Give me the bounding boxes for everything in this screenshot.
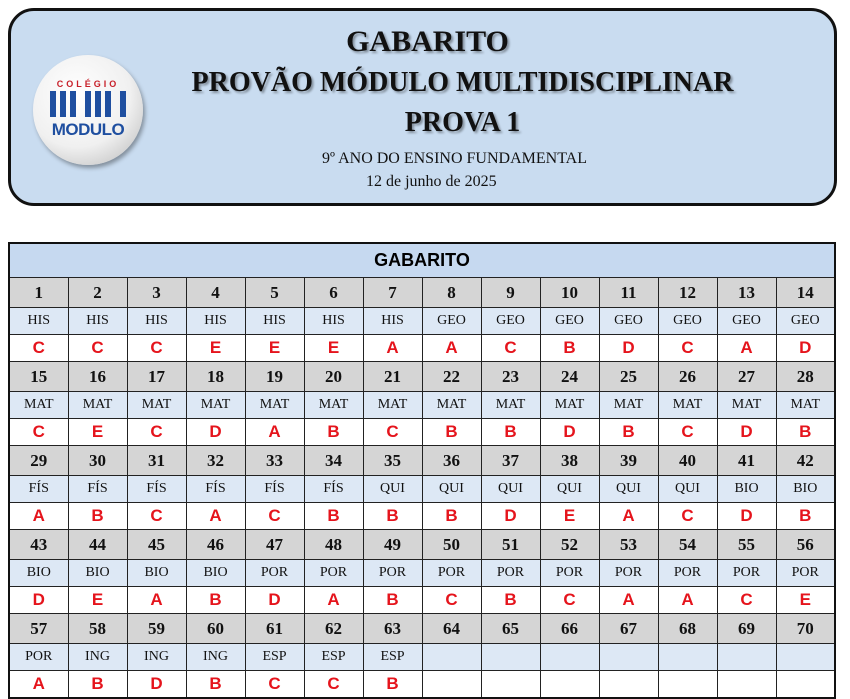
subject-cell: MAT (776, 392, 835, 419)
subject-cell: MAT (717, 392, 776, 419)
question-number-cell: 58 (68, 614, 127, 644)
answer-cell: E (245, 335, 304, 362)
question-number-cell: 31 (127, 446, 186, 476)
subject-cell: QUI (540, 476, 599, 503)
answer-cell: B (68, 503, 127, 530)
subject-cell: HIS (127, 308, 186, 335)
answer-cell: D (9, 587, 68, 614)
ans-row (9, 503, 835, 530)
answer-cell: A (363, 335, 422, 362)
question-number-cell: 16 (68, 362, 127, 392)
subject-cell (540, 644, 599, 671)
answer-cell: C (540, 587, 599, 614)
logo-bottom-text: MODULO (51, 120, 125, 139)
subject-cell: MAT (540, 392, 599, 419)
answer-cell: B (363, 671, 422, 699)
answer-cell: B (481, 419, 540, 446)
answer-cell: B (186, 587, 245, 614)
subject-cell: POR (245, 560, 304, 587)
question-number-cell: 15 (9, 362, 68, 392)
answer-cell: B (599, 419, 658, 446)
ans-row (9, 419, 835, 446)
answer-cell: A (717, 335, 776, 362)
answer-cell: E (540, 503, 599, 530)
question-number-cell: 38 (540, 446, 599, 476)
subject-cell: FÍS (245, 476, 304, 503)
answer-cell: A (245, 419, 304, 446)
answer-cell: C (422, 587, 481, 614)
answer-cell: C (127, 503, 186, 530)
subject-cell: BIO (776, 476, 835, 503)
answer-cell (776, 671, 835, 699)
question-number-cell: 8 (422, 278, 481, 308)
question-number-cell: 33 (245, 446, 304, 476)
answer-cell: D (481, 503, 540, 530)
answer-cell (540, 671, 599, 699)
subject-cell: MAT (186, 392, 245, 419)
question-number-cell: 45 (127, 530, 186, 560)
question-number-cell: 47 (245, 530, 304, 560)
answer-cell: C (658, 419, 717, 446)
subject-cell: GEO (540, 308, 599, 335)
question-number-cell: 25 (599, 362, 658, 392)
question-number-cell: 57 (9, 614, 68, 644)
subj-row (9, 392, 835, 419)
ans-row (9, 587, 835, 614)
subject-cell (658, 644, 717, 671)
answer-cell (481, 671, 540, 699)
subject-cell: ESP (363, 644, 422, 671)
subject-cell (422, 644, 481, 671)
question-number-cell: 20 (304, 362, 363, 392)
answer-cell: B (422, 419, 481, 446)
logo-top-text: COLÉGIO (56, 79, 120, 89)
question-number-cell: 26 (658, 362, 717, 392)
grade-label: 9º ANO DO ENSINO FUNDAMENTAL (322, 150, 588, 167)
subject-cell: FÍS (127, 476, 186, 503)
question-number-cell: 14 (776, 278, 835, 308)
answer-cell: E (68, 587, 127, 614)
answer-cell: A (9, 671, 68, 699)
question-number-cell: 2 (68, 278, 127, 308)
question-number-cell: 12 (658, 278, 717, 308)
question-number-cell: 68 (658, 614, 717, 644)
answer-cell: C (68, 335, 127, 362)
answer-cell: D (599, 335, 658, 362)
answer-cell: A (304, 587, 363, 614)
answer-cell: A (127, 587, 186, 614)
subject-cell: ING (186, 644, 245, 671)
question-number-cell: 24 (540, 362, 599, 392)
subject-cell (776, 644, 835, 671)
answer-cell (422, 671, 481, 699)
subject-cell: MAT (127, 392, 186, 419)
question-number-cell: 69 (717, 614, 776, 644)
answer-cell: C (127, 419, 186, 446)
subject-cell: MAT (363, 392, 422, 419)
question-number-cell: 54 (658, 530, 717, 560)
subject-cell: HIS (9, 308, 68, 335)
subject-cell: HIS (363, 308, 422, 335)
subject-cell: MAT (245, 392, 304, 419)
num-row (9, 614, 835, 644)
num-row (9, 278, 835, 308)
subject-cell: QUI (658, 476, 717, 503)
subject-cell (717, 644, 776, 671)
header-banner (8, 8, 837, 206)
answer-cell: A (422, 335, 481, 362)
answer-cell: C (304, 671, 363, 699)
subject-cell: POR (481, 560, 540, 587)
subject-cell: BIO (717, 476, 776, 503)
subject-cell: BIO (186, 560, 245, 587)
subject-cell: HIS (245, 308, 304, 335)
subject-cell: GEO (422, 308, 481, 335)
subject-cell: BIO (127, 560, 186, 587)
answer-cell: B (363, 503, 422, 530)
subject-cell: QUI (422, 476, 481, 503)
subject-cell: MAT (68, 392, 127, 419)
subject-cell: MAT (658, 392, 717, 419)
question-number-cell: 41 (717, 446, 776, 476)
subject-cell: GEO (776, 308, 835, 335)
subject-cell: QUI (481, 476, 540, 503)
test-name: PROVA 1 (404, 107, 521, 138)
question-number-cell: 53 (599, 530, 658, 560)
subj-row (9, 308, 835, 335)
answer-cell: B (422, 503, 481, 530)
answer-cell: D (717, 419, 776, 446)
question-number-cell: 44 (68, 530, 127, 560)
answer-cell: E (776, 587, 835, 614)
answer-cell: C (245, 503, 304, 530)
question-number-cell: 39 (599, 446, 658, 476)
subject-cell: MAT (599, 392, 658, 419)
question-number-cell: 64 (422, 614, 481, 644)
answer-cell: D (540, 419, 599, 446)
ans-row (9, 335, 835, 362)
question-number-cell: 34 (304, 446, 363, 476)
answer-cell: A (9, 503, 68, 530)
answer-cell: C (127, 335, 186, 362)
subject-cell: FÍS (304, 476, 363, 503)
answer-cell: B (776, 419, 835, 446)
subject-cell: QUI (599, 476, 658, 503)
subject-cell: POR (9, 644, 68, 671)
question-number-cell: 10 (540, 278, 599, 308)
subject-cell: MAT (304, 392, 363, 419)
answer-cell: B (363, 587, 422, 614)
subject-cell: HIS (186, 308, 245, 335)
subject-cell: MAT (481, 392, 540, 419)
answer-cell: A (599, 503, 658, 530)
answer-cell (599, 671, 658, 699)
num-row (9, 530, 835, 560)
answer-cell: D (717, 503, 776, 530)
question-number-cell: 29 (9, 446, 68, 476)
question-number-cell: 18 (186, 362, 245, 392)
subject-cell: POR (599, 560, 658, 587)
question-number-cell: 28 (776, 362, 835, 392)
answer-cell: B (776, 503, 835, 530)
answer-cell: E (186, 335, 245, 362)
question-number-cell: 61 (245, 614, 304, 644)
subject-cell: MAT (422, 392, 481, 419)
answer-cell: E (304, 335, 363, 362)
question-number-cell: 6 (304, 278, 363, 308)
question-number-cell: 4 (186, 278, 245, 308)
question-number-cell: 46 (186, 530, 245, 560)
subject-cell: MAT (9, 392, 68, 419)
subject-cell: ESP (245, 644, 304, 671)
subject-cell (599, 644, 658, 671)
subject-cell: BIO (9, 560, 68, 587)
page-title: GABARITO (346, 25, 509, 58)
question-number-cell: 23 (481, 362, 540, 392)
question-number-cell: 9 (481, 278, 540, 308)
subject-cell: GEO (481, 308, 540, 335)
question-number-cell: 60 (186, 614, 245, 644)
subject-cell: FÍS (186, 476, 245, 503)
answer-cell: D (245, 587, 304, 614)
subject-cell: POR (658, 560, 717, 587)
question-number-cell: 36 (422, 446, 481, 476)
subj-row (9, 476, 835, 503)
answer-cell: C (658, 503, 717, 530)
subject-cell: POR (540, 560, 599, 587)
question-number-cell: 62 (304, 614, 363, 644)
answer-cell: B (540, 335, 599, 362)
answer-cell: B (68, 671, 127, 699)
answer-cell: D (186, 419, 245, 446)
question-number-cell: 63 (363, 614, 422, 644)
question-number-cell: 5 (245, 278, 304, 308)
num-row (9, 362, 835, 392)
answer-cell: A (658, 587, 717, 614)
table-title: GABARITO (9, 243, 835, 278)
answer-key-table (8, 242, 836, 699)
question-number-cell: 43 (9, 530, 68, 560)
question-number-cell: 50 (422, 530, 481, 560)
answer-cell: C (658, 335, 717, 362)
question-number-cell: 11 (599, 278, 658, 308)
question-number-cell: 56 (776, 530, 835, 560)
question-number-cell: 3 (127, 278, 186, 308)
subject-cell: HIS (304, 308, 363, 335)
question-number-cell: 66 (540, 614, 599, 644)
answer-cell: A (186, 503, 245, 530)
answer-cell (717, 671, 776, 699)
subject-cell: ING (127, 644, 186, 671)
subject-cell: HIS (68, 308, 127, 335)
question-number-cell: 59 (127, 614, 186, 644)
question-number-cell: 1 (9, 278, 68, 308)
answer-cell: D (776, 335, 835, 362)
question-number-cell: 17 (127, 362, 186, 392)
subject-cell: ESP (304, 644, 363, 671)
question-number-cell: 40 (658, 446, 717, 476)
question-number-cell: 67 (599, 614, 658, 644)
subject-cell: QUI (363, 476, 422, 503)
question-number-cell: 7 (363, 278, 422, 308)
subject-cell: ING (68, 644, 127, 671)
answer-cell: B (481, 587, 540, 614)
question-number-cell: 52 (540, 530, 599, 560)
answer-cell (658, 671, 717, 699)
answer-cell: C (363, 419, 422, 446)
question-number-cell: 19 (245, 362, 304, 392)
subject-cell: POR (776, 560, 835, 587)
answer-cell: C (717, 587, 776, 614)
question-number-cell: 70 (776, 614, 835, 644)
answer-cell: A (599, 587, 658, 614)
question-number-cell: 27 (717, 362, 776, 392)
answer-cell: C (9, 419, 68, 446)
question-number-cell: 55 (717, 530, 776, 560)
question-number-cell: 48 (304, 530, 363, 560)
answer-cell: B (304, 419, 363, 446)
subject-cell: BIO (68, 560, 127, 587)
exam-date: 12 de junho de 2025 (366, 173, 497, 190)
subj-row (9, 644, 835, 671)
question-number-cell: 13 (717, 278, 776, 308)
subject-cell: POR (363, 560, 422, 587)
answer-cell: E (68, 419, 127, 446)
question-number-cell: 37 (481, 446, 540, 476)
subject-cell: POR (304, 560, 363, 587)
answer-cell: C (481, 335, 540, 362)
subject-cell: GEO (658, 308, 717, 335)
question-number-cell: 49 (363, 530, 422, 560)
answer-cell: C (245, 671, 304, 699)
question-number-cell: 65 (481, 614, 540, 644)
subject-cell (481, 644, 540, 671)
question-number-cell: 35 (363, 446, 422, 476)
question-number-cell: 42 (776, 446, 835, 476)
num-row (9, 446, 835, 476)
question-number-cell: 30 (68, 446, 127, 476)
question-number-cell: 32 (186, 446, 245, 476)
answer-cell: D (127, 671, 186, 699)
subject-cell: POR (422, 560, 481, 587)
subject-cell: POR (717, 560, 776, 587)
subject-cell: FÍS (9, 476, 68, 503)
question-number-cell: 21 (363, 362, 422, 392)
question-number-cell: 51 (481, 530, 540, 560)
answer-cell: C (9, 335, 68, 362)
subject-cell: FÍS (68, 476, 127, 503)
subject-cell: GEO (717, 308, 776, 335)
answer-cell: B (186, 671, 245, 699)
question-number-cell: 22 (422, 362, 481, 392)
ans-row (9, 671, 835, 699)
answer-cell: B (304, 503, 363, 530)
subject-cell: GEO (599, 308, 658, 335)
exam-name: PROVÃO MÓDULO MULTIDISCIPLINAR (191, 67, 734, 98)
subj-row (9, 560, 835, 587)
